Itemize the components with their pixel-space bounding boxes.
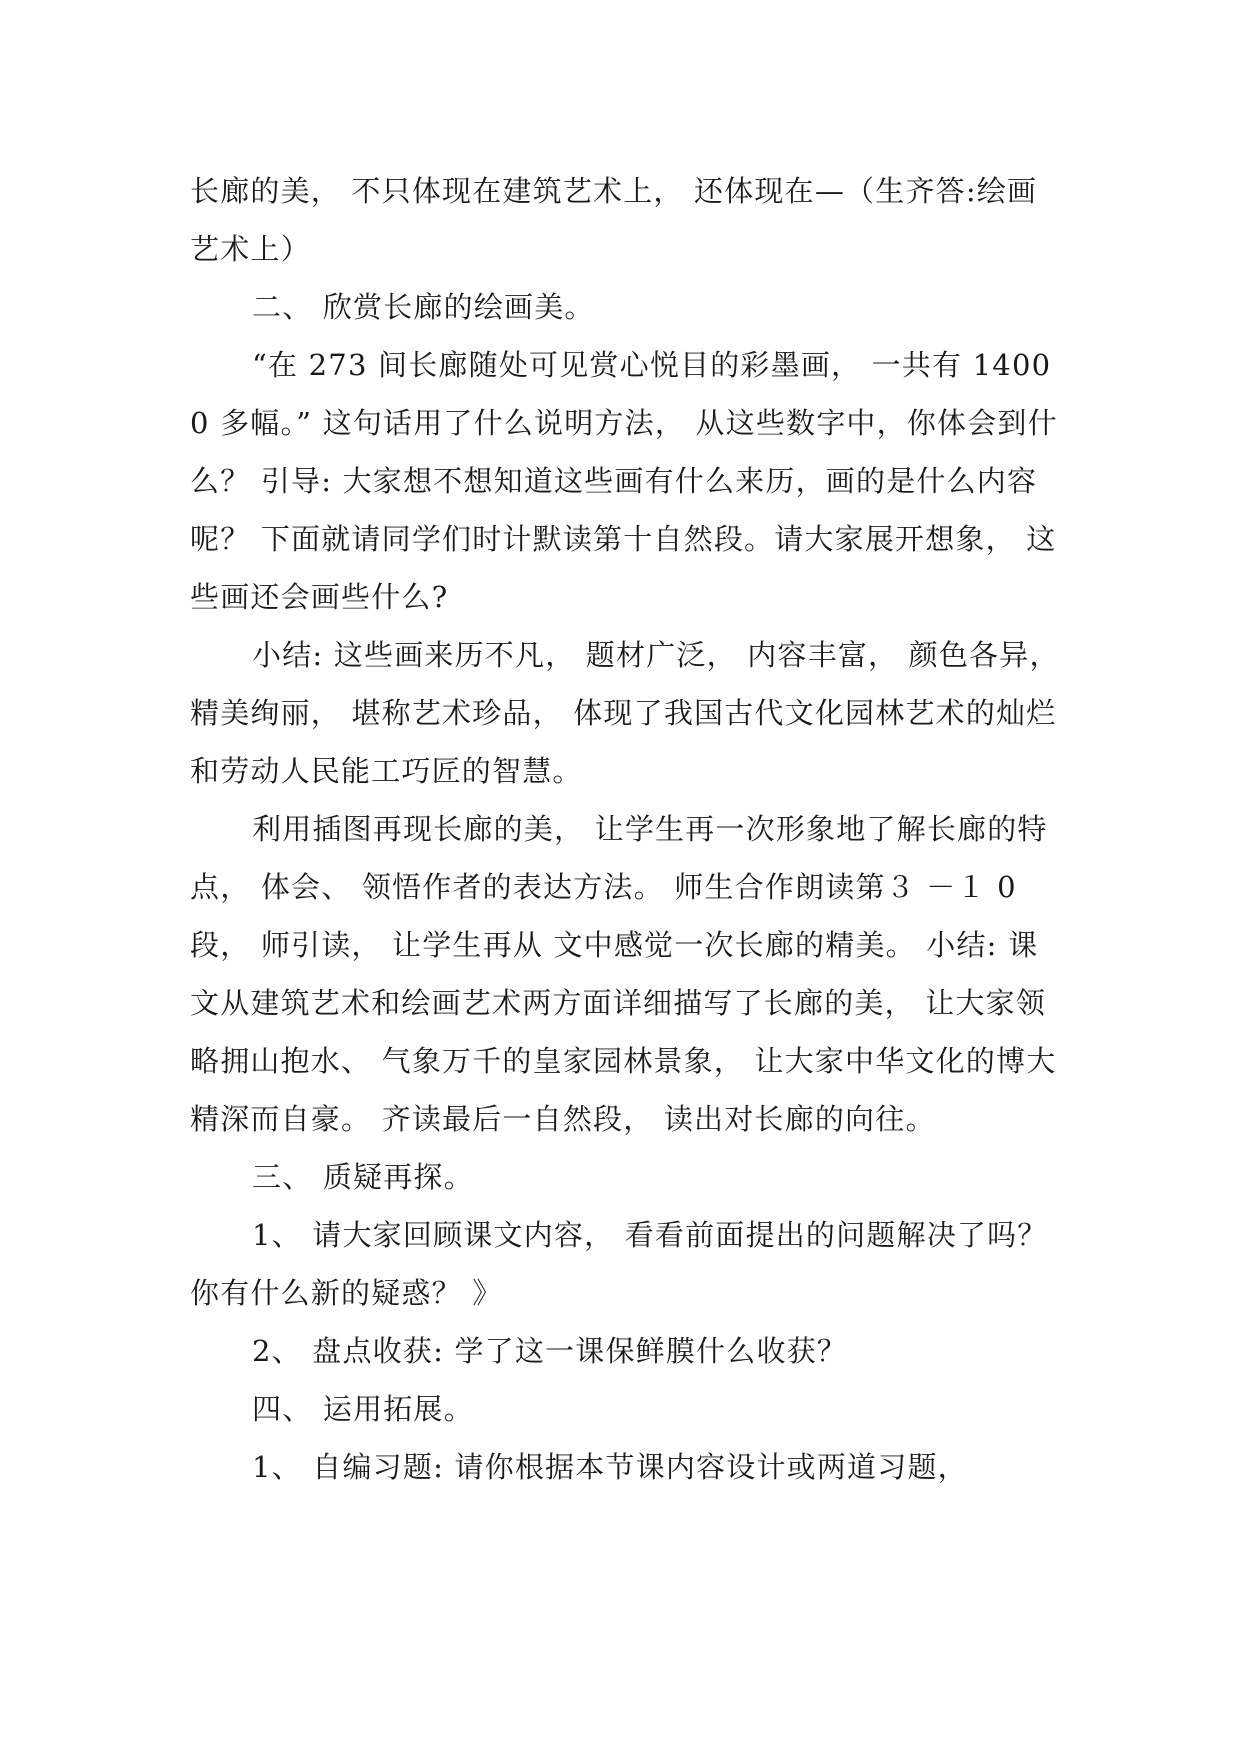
section-heading-questioning: 三、 质疑再探。 bbox=[252, 1160, 474, 1194]
section-heading-painting-beauty: 二、 欣赏长廊的绘画美。 bbox=[252, 290, 595, 324]
paragraph-painting-summary: 小结: 这些画来历不凡， 题材广泛， 内容丰富， 颜色各异， 精美绚丽， 堪称艺术珍品， 体现了我国古代文化园林艺术的灿烂和劳动人民能工巧匠的智慧。 bbox=[190, 638, 1071, 788]
paragraph-illustration-reading: 利用插图再现长廊的美， 让学生再一次形象地了解长廊的特点， 体会、 领悟作者的表达方法。 师生合作朗读第３ －１ 0 段， 师引读， 让学生再从 文中感觉一次长廊的精美。 小结: 课文从建筑艺术和绘画艺术两方面详细描写了长廊的美， 让大家领略拥山抱水、 气象万千的皇家园林景象， 让大家中华文化的博大精深而自豪。 齐读最后一自然段， 读出对长廊的向往。 bbox=[190, 812, 1057, 1136]
paragraph-architecture-summary: 长廊的美， 不只体现在建筑艺术上， 还体现在—（生齐答:绘画艺术上） bbox=[190, 174, 1038, 266]
paragraph-painting-question: “在 273 间长廊随处可见赏心悦目的彩墨画， 一共有 14000 多幅。” 这句话用了什么说明方法， 从这些数字中，你体会到什么？ 引导: 大家想不想知道这些画有什么来历，画的是什么内容呢？ 下面就请同学们时计默读第十自然段。请大家展开想象， 这些画还会画些什么? bbox=[190, 348, 1058, 614]
document-body bbox=[190, 162, 1071, 1496]
section-heading-extension: 四、 运用拓展。 bbox=[252, 1392, 474, 1426]
list-item-harvest: 2、 盘点收获: 学了这一课保鲜膜什么收获？ bbox=[252, 1334, 848, 1368]
list-item-review-content: 1、 请大家回顾课文内容， 看看前面提出的问题解决了吗？ 你有什么新的疑惑？ 》 bbox=[190, 1218, 1058, 1310]
list-item-self-exercise: 1、 自编习题: 请你根据本节课内容设计或两道习题， bbox=[252, 1450, 968, 1484]
